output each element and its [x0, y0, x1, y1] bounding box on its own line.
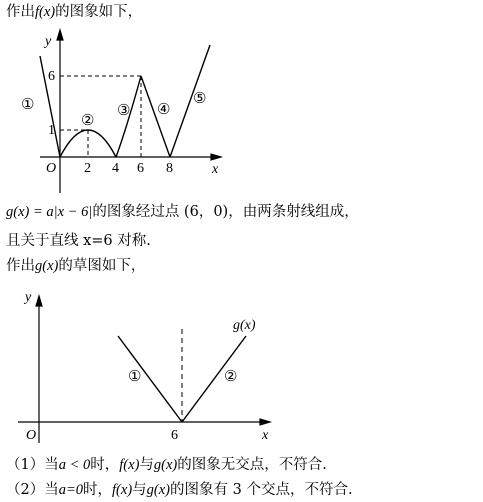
text-line-1 [6, 3, 142, 21]
tick-x-6: 6 [137, 161, 144, 176]
origin-label: O [26, 428, 37, 443]
graph-f [0, 20, 483, 220]
text-line-5 [6, 456, 327, 474]
y-axis-arrow [57, 30, 63, 40]
tick-y-1: 1 [48, 123, 55, 138]
x-axis-label: x [262, 428, 269, 443]
text-segment: 与 [139, 457, 154, 473]
curve-label: g(x) [233, 318, 256, 333]
region-label-3: ③ [117, 103, 131, 119]
math-fx: f(x) [119, 457, 140, 473]
text-segment: 的图象经过点 (6，0)，由两条射线组成， [92, 204, 359, 220]
region-label-4: ④ [157, 102, 171, 118]
text-line-2 [6, 203, 359, 221]
region-label-2: ② [224, 369, 238, 385]
text-segment: 的图象无交点，不符合. [177, 457, 327, 473]
x-axis-arrow [211, 154, 221, 160]
math-gx: g(x) [146, 482, 170, 498]
origin-label: O [46, 161, 57, 176]
text-segment: 的图象有 3 个交点，不符合. [170, 482, 353, 498]
x-axis-label: x [212, 162, 219, 177]
text-segment: 且关于直线 x=6 对称. [6, 233, 151, 249]
text-segment: 时， [90, 457, 120, 473]
math-gx: g(x) [35, 258, 59, 274]
text-segment: （2）当 [6, 482, 59, 498]
text-segment: 时， [83, 482, 113, 498]
graph-g [0, 278, 483, 448]
tick-x-4: 4 [112, 161, 119, 176]
tick-x-2: 2 [84, 161, 91, 176]
region-label-1: ① [21, 97, 35, 113]
tick-y-6: 6 [48, 69, 55, 84]
text-line-4 [6, 257, 145, 275]
text-line-3 [6, 232, 151, 250]
text-segment: 与 [132, 482, 147, 498]
math-cond: a < 0 [58, 457, 91, 473]
math-cond: a=0 [58, 482, 84, 498]
math-fx: f(x) [35, 4, 56, 20]
text-line-6 [6, 481, 353, 499]
text-segment: （1）当 [6, 457, 59, 473]
tick-x-8: 8 [166, 161, 173, 176]
y-axis-label: y [45, 34, 52, 49]
region-label-2: ② [81, 113, 95, 129]
region-label-1: ① [128, 369, 142, 385]
math-fx: f(x) [112, 482, 133, 498]
math-gx: g(x) [153, 457, 178, 473]
math-gx-def: g(x) = a|x − 6| [6, 204, 93, 220]
y-axis-label: y [25, 290, 32, 305]
text-segment: 作出 [6, 4, 35, 20]
tick-x-6: 6 [171, 428, 178, 443]
text-segment: 的草图如下， [58, 258, 146, 274]
text-segment: 作出 [6, 258, 35, 274]
x-axis-arrow [260, 419, 270, 425]
text-segment: 的图象如下， [55, 4, 143, 20]
region-label-5: ⑤ [193, 91, 207, 107]
y-axis-arrow [36, 296, 42, 306]
